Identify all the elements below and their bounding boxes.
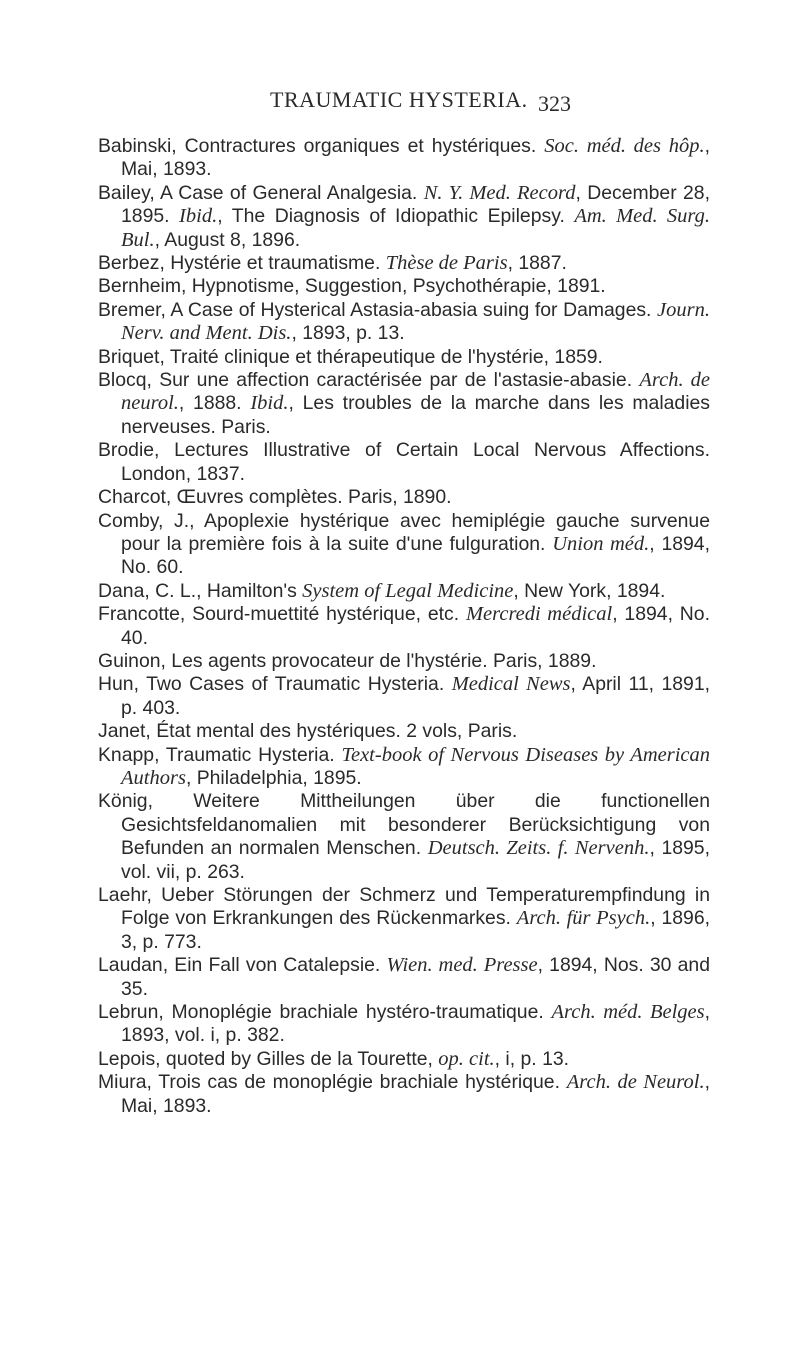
entry-text: , 1888. xyxy=(178,392,251,415)
bibliography-entry xyxy=(98,369,710,439)
entry-text: , New York, 1894. xyxy=(513,579,666,602)
entry-citation-italic: op. cit. xyxy=(438,1047,495,1070)
entry-text: Brodie, Lectures Illustrative of Certain Local Nervous Affections. London, 1837. xyxy=(98,439,710,485)
entry-text: , 1887. xyxy=(507,252,567,275)
bibliography-entry xyxy=(98,673,710,720)
entry-text: Laudan, Ein Fall von Catalepsie. xyxy=(98,954,387,977)
running-title: TRAUMATIC HYSTERIA. xyxy=(270,87,528,112)
entry-citation-italic: Soc. méd. des hôp. xyxy=(544,135,705,157)
entry-citation-italic: Arch. de Neurol. xyxy=(566,1071,705,1094)
entry-text: , 1893, vol. i, p. 382. xyxy=(121,1001,710,1047)
entry-text: , April 11, 1891, p. 403. xyxy=(121,673,711,719)
entry-citation-italic: Arch. de neurol. xyxy=(121,369,710,415)
running-head xyxy=(0,87,800,117)
entry-citation-italic: Mercredi médical xyxy=(465,603,613,626)
entry-text: , August 8, 1896. xyxy=(154,228,301,251)
entry-text: Knapp, Traumatic Hysteria. xyxy=(98,743,342,766)
entry-citation-italic: Wien. med. Presse xyxy=(386,954,538,977)
entry-text: König, Weitere Mittheilungen über die functionellen Gesichtsfeldanomalien mit besonderer Berücksichtigung von Befunden an normalen Menschen. xyxy=(98,790,710,860)
entry-citation-italic: System of Legal Medicine xyxy=(302,579,514,602)
entry-citation-italic: Medical News xyxy=(451,673,571,696)
entry-text: , 1893, p. 13. xyxy=(291,322,405,345)
entry-text: Berbez, Hystérie et traumatisme. xyxy=(98,252,386,275)
bibliography-list xyxy=(98,135,710,1118)
entry-text: Miura, Trois cas de monoplégie brachiale hystérique. xyxy=(98,1071,567,1094)
entry-citation-italic: Thèse de Paris xyxy=(385,252,508,275)
bibliography-entry xyxy=(98,1001,710,1048)
bibliography-entry xyxy=(98,603,710,650)
bibliography-entry xyxy=(98,790,710,884)
entry-text: Bernheim, Hypnotisme, Suggestion, Psychothérapie, 1891. xyxy=(98,275,606,298)
entry-citation-italic: Arch. méd. Belges xyxy=(551,1001,705,1024)
entry-citation-italic: Deutsch. Zeits. f. Nervenh. xyxy=(427,837,650,860)
entry-citation-italic: Union méd. xyxy=(552,532,650,555)
entry-text: , 1896, 3, p. 773. xyxy=(121,907,710,953)
bibliography-entry xyxy=(98,182,710,252)
entry-text: Laehr, Ueber Störungen der Schmerz und Temperaturempfindung in Folge von Erkrankungen des Rückenmarkes. xyxy=(98,884,710,930)
entry-text: , Mai, 1893. xyxy=(121,1071,710,1117)
bibliography-entry xyxy=(98,135,710,182)
entry-text: Bailey, A Case of General Analgesia. xyxy=(98,181,424,204)
bibliography-entry xyxy=(98,650,710,673)
bibliography-entry xyxy=(98,884,710,954)
entry-text: Francotte, Sourd-muettité hystérique, etc. xyxy=(98,603,466,626)
entry-text: Guinon, Les agents provocateur de l'hystérie. Paris, 1889. xyxy=(98,649,597,672)
entry-citation-italic: Journ. Nerv. and Ment. Dis. xyxy=(121,298,710,345)
bibliography-entry xyxy=(98,486,710,509)
entry-text: , i, p. 13. xyxy=(494,1047,570,1070)
entry-citation-italic: Ibid. xyxy=(179,205,218,228)
entry-citation-italic: N. Y. Med. Record xyxy=(423,181,576,204)
bibliography-entry xyxy=(98,346,710,369)
entry-text: Hun, Two Cases of Traumatic Hysteria. xyxy=(98,673,452,696)
bibliography-entry xyxy=(98,299,710,346)
entry-text: Babinski, Contractures organiques et hystériques. xyxy=(98,135,545,157)
bibliography-entry xyxy=(98,954,710,1001)
entry-text: , Les troubles de la marche dans les maladies nerveuses. Paris. xyxy=(121,392,711,438)
bibliography-entry xyxy=(98,439,710,486)
entry-text: Charcot, Œuvres complètes. Paris, 1890. xyxy=(98,486,452,509)
entry-text: , December 28, 1895. xyxy=(121,181,710,228)
entry-text: , 1895, vol. vii, p. 263. xyxy=(121,837,710,883)
entry-text: Blocq, Sur une affection caractérisée par de l'astasie-abasie. xyxy=(98,369,640,392)
entry-text: Briquet, Traité clinique et thérapeutique de l'hystérie, 1859. xyxy=(98,345,603,368)
entry-text: , 1894, No. 40. xyxy=(121,603,710,649)
bibliography-entry xyxy=(98,1048,710,1071)
entry-text: Comby, J., Apoplexie hystérique avec hemiplégie gauche survenue pour la première fois à la suite d'une fulguration. xyxy=(98,509,710,555)
entry-text: , 1894, Nos. 30 and 35. xyxy=(121,954,710,1000)
bibliography-entry xyxy=(98,720,710,743)
bibliography-entry xyxy=(98,510,710,580)
bibliography-entry xyxy=(98,744,710,791)
entry-text: Lebrun, Monoplégie brachiale hystéro-traumatique. xyxy=(98,1001,552,1024)
page-number: 323 xyxy=(538,91,571,116)
bibliography-entry xyxy=(98,252,710,275)
entry-text: Janet, État mental des hystériques. 2 vols, Paris. xyxy=(98,720,518,743)
entry-citation-italic: Ibid. xyxy=(250,392,289,415)
entry-text: Bremer, A Case of Hysterical Astasia-abasia suing for Damages. xyxy=(98,298,658,321)
entry-text: , Philadelphia, 1895. xyxy=(185,766,362,789)
bibliography-entry xyxy=(98,275,710,298)
bibliography-entry xyxy=(98,1071,710,1118)
entry-text: Lepois, quoted by Gilles de la Tourette, xyxy=(98,1047,439,1070)
entry-citation-italic: Am. Med. Surg. Bul. xyxy=(121,205,710,251)
entry-citation-italic: Arch. für Psych. xyxy=(516,907,651,930)
entry-text: Dana, C. L., Hamilton's xyxy=(98,579,303,602)
entry-text: , 1894, No. 60. xyxy=(121,532,710,579)
entry-text: , Mai, 1893. xyxy=(121,135,710,181)
bibliography-entry xyxy=(98,580,710,603)
entry-text: , The Diagnosis of Idiopathic Epilepsy. xyxy=(217,205,575,228)
entry-citation-italic: Text-book of Nervous Diseases by American Authors xyxy=(121,743,710,789)
